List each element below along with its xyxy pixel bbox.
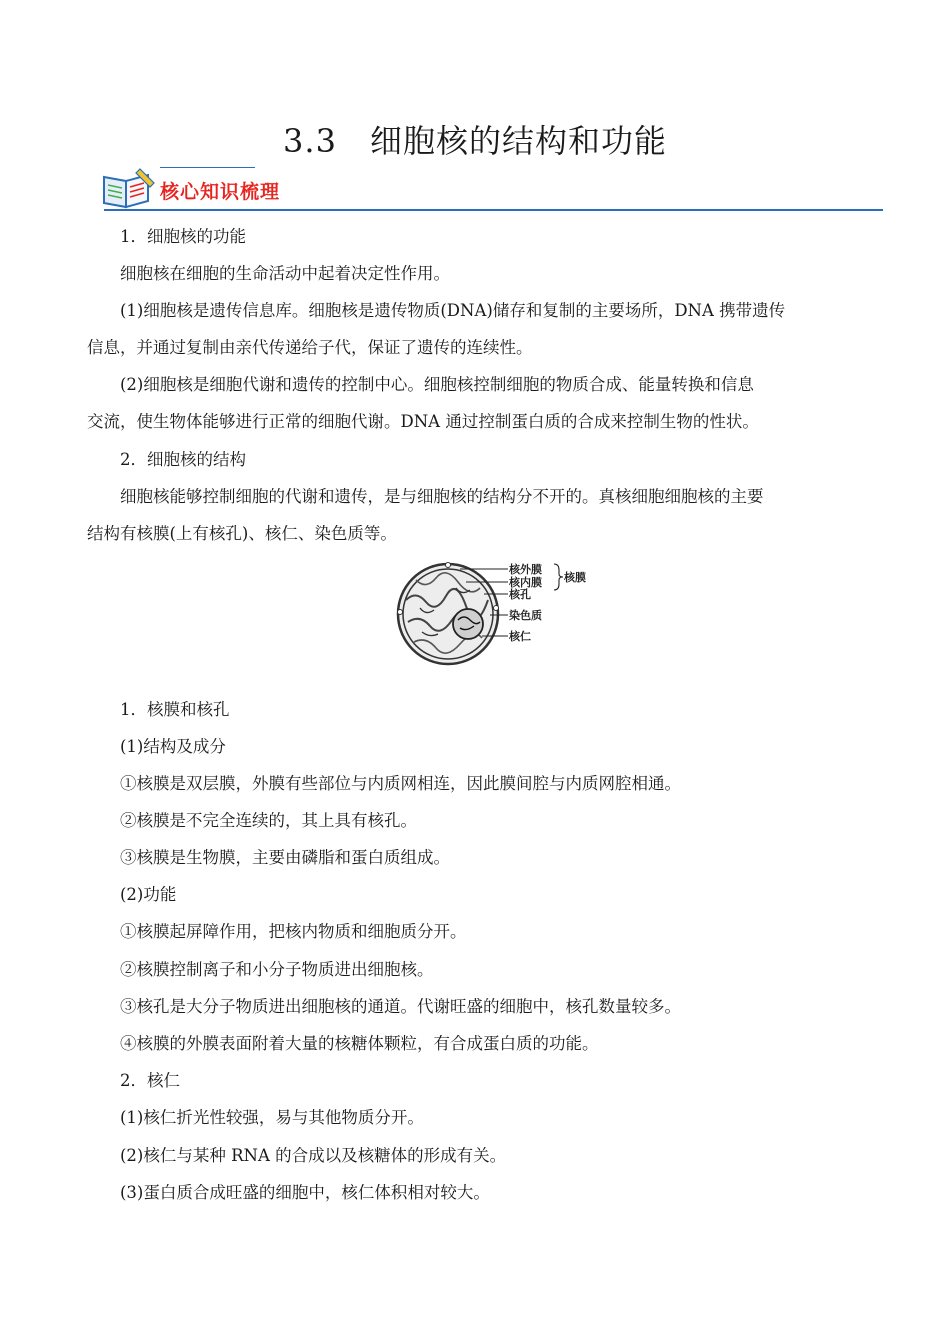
paragraph: (3)蛋白质合成旺盛的细胞中，核仁体积相对较大。 (120, 1183, 490, 1202)
label-outer-membrane: 核外膜 (509, 563, 542, 576)
paragraph: 信息，并通过复制由亲代传递给子代，保证了遗传的连续性。 (87, 338, 533, 357)
paragraph: ④核膜的外膜表面附着大量的核糖体颗粒，有合成蛋白质的功能。 (120, 1034, 599, 1053)
label-membrane-group: 核膜 (564, 571, 586, 584)
paragraph: 1．核膜和核孔 (120, 700, 230, 719)
section-header-label: 核心知识梳理 (160, 181, 281, 203)
section-header (100, 165, 883, 215)
label-pore: 核孔 (509, 588, 531, 601)
nucleus-illustration (398, 563, 499, 665)
header-bottom-rule (104, 209, 883, 211)
paragraph: 交流，使生物体能够进行正常的细胞代谢。DNA 通过控制蛋白质的合成来控制生物的性状。 (87, 412, 759, 431)
paragraph: ③核膜是生物膜，主要由磷脂和蛋白质组成。 (120, 848, 450, 867)
paragraph: 结构有核膜(上有核孔)、核仁、染色质等。 (87, 524, 397, 543)
paragraph: 2．细胞核的结构 (120, 450, 246, 469)
header-top-rule (160, 167, 255, 168)
page-title: 3.3 细胞核的结构和功能 (283, 122, 667, 160)
paragraph: ②核膜是不完全连续的，其上具有核孔。 (120, 811, 417, 830)
paragraph: 2．核仁 (120, 1071, 180, 1090)
paragraph: ①核膜起屏障作用，把核内物质和细胞质分开。 (120, 922, 467, 941)
label-chromatin: 染色质 (509, 609, 542, 622)
label-inner-membrane: 核内膜 (509, 576, 542, 589)
paragraph: 细胞核能够控制细胞的代谢和遗传，是与细胞核的结构分不开的。真核细胞细胞核的主要 (120, 487, 764, 506)
paragraph: (1)结构及成分 (120, 737, 226, 756)
paragraph: (2)功能 (120, 885, 177, 904)
open-book-icon (100, 165, 156, 213)
paragraph: (2)核仁与某种 RNA 的合成以及核糖体的形成有关。 (120, 1146, 507, 1165)
paragraph: (1)细胞核是遗传信息库。细胞核是遗传物质(DNA)储存和复制的主要场所，DNA 携带遗传 (120, 301, 786, 320)
paragraph: 1．细胞核的功能 (120, 227, 246, 246)
paragraph: ②核膜控制离子和小分子物质进出细胞核。 (120, 960, 434, 979)
paragraph: 细胞核在细胞的生命活动中起着决定性作用。 (120, 264, 450, 283)
paragraph: (1)核仁折光性较强，易与其他物质分开。 (120, 1108, 424, 1127)
paragraph: ③核孔是大分子物质进出细胞核的通道。代谢旺盛的细胞中，核孔数量较多。 (120, 997, 681, 1016)
paragraph: (2)细胞核是细胞代谢和遗传的控制中心。细胞核控制细胞的物质合成、能量转换和信息 (120, 375, 754, 394)
label-nucleolus: 核仁 (509, 630, 531, 643)
nucleus-diagram (396, 560, 596, 668)
paragraph: ①核膜是双层膜，外膜有些部位与内质网相连，因此膜间腔与内质网腔相通。 (120, 774, 681, 793)
